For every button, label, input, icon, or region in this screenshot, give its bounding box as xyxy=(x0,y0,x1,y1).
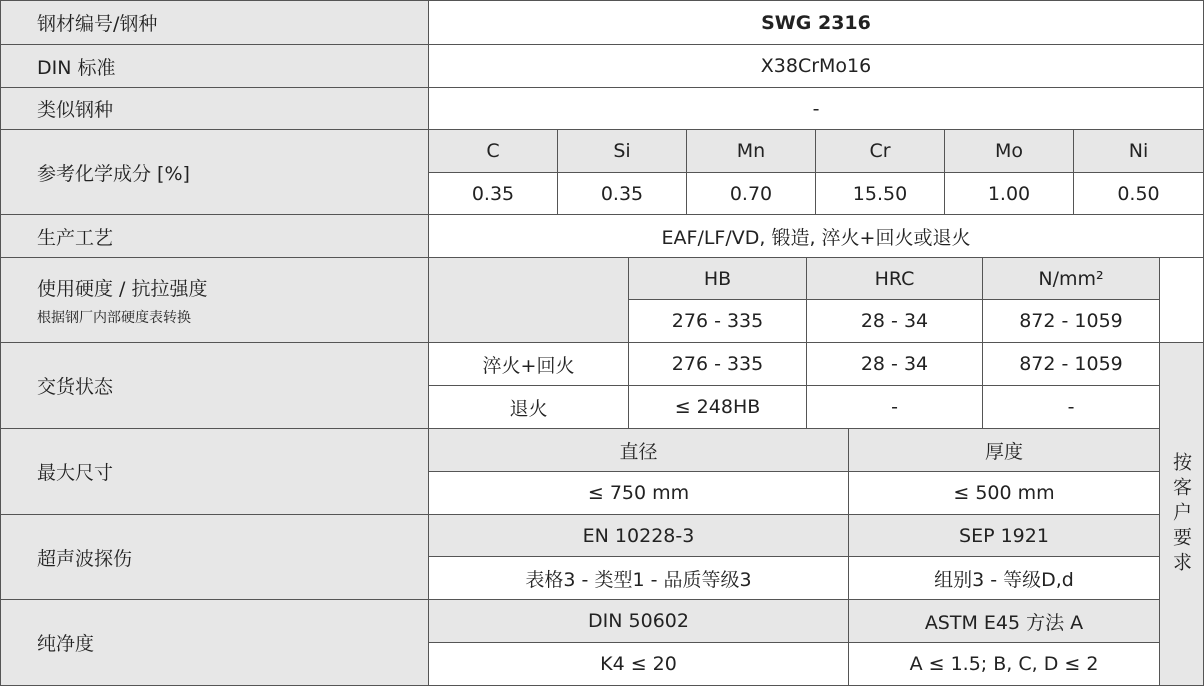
cleanliness-header: ASTM E45 方法 A xyxy=(848,599,1160,643)
ultrasonic-header: EN 10228-3 xyxy=(428,514,849,557)
grade-label: 钢材编号/钢种 xyxy=(0,0,429,45)
delivery-label: 交货状态 xyxy=(0,342,429,429)
element-value: 1.00 xyxy=(944,172,1074,215)
size-value: ≤ 500 mm xyxy=(848,471,1160,515)
delivery-value: - xyxy=(982,385,1160,429)
size-value: ≤ 750 mm xyxy=(428,471,849,515)
chemistry-label: 参考化学成分 [%] xyxy=(0,129,429,215)
hardness-label-main: 使用硬度 / 抗拉强度 xyxy=(37,277,208,300)
din-label: DIN 标准 xyxy=(0,44,429,88)
hardness-label xyxy=(0,257,429,343)
delivery-value: 872 - 1059 xyxy=(982,342,1160,386)
delivery-state: 淬火+回火 xyxy=(428,342,629,386)
element-header: Mo xyxy=(944,129,1074,173)
similar-label: 类似钢种 xyxy=(0,87,429,130)
hardness-value: 28 - 34 xyxy=(806,299,983,343)
din-value: X38CrMo16 xyxy=(428,44,1204,88)
process-value: EAF/LF/VD, 锻造, 淬火+回火或退火 xyxy=(428,214,1204,258)
element-value: 0.50 xyxy=(1073,172,1204,215)
hardness-value: 276 - 335 xyxy=(628,299,807,343)
delivery-value: ≤ 248HB xyxy=(628,385,807,429)
ultrasonic-value: 表格3 - 类型1 - 品质等级3 xyxy=(428,556,849,600)
similar-value: - xyxy=(428,87,1204,130)
ultrasonic-header: SEP 1921 xyxy=(848,514,1160,557)
hardness-header: HB xyxy=(628,257,807,300)
hardness-header: N/mm² xyxy=(982,257,1160,300)
size-header: 直径 xyxy=(428,428,849,472)
delivery-value: 276 - 335 xyxy=(628,342,807,386)
ultrasonic-value: 组别3 - 等级D,d xyxy=(848,556,1160,600)
grade-value: SWG 2316 xyxy=(428,0,1204,45)
hardness-value: 872 - 1059 xyxy=(982,299,1160,343)
element-header: C xyxy=(428,129,558,173)
process-label: 生产工艺 xyxy=(0,214,429,258)
element-header: Si xyxy=(557,129,687,173)
hardness-blank xyxy=(428,257,629,343)
element-value: 0.35 xyxy=(428,172,558,215)
ultrasonic-label: 超声波探伤 xyxy=(0,514,429,600)
delivery-state: 退火 xyxy=(428,385,629,429)
hardness-label-sub: 根据钢厂内部硬度表转换 xyxy=(37,309,191,326)
hardness-right-blank xyxy=(1159,257,1204,343)
cleanliness-value: K4 ≤ 20 xyxy=(428,642,849,686)
cleanliness-label: 纯净度 xyxy=(0,599,429,686)
hardness-header: HRC xyxy=(806,257,983,300)
element-header: Mn xyxy=(686,129,816,173)
cleanliness-value: A ≤ 1.5; B, C, D ≤ 2 xyxy=(848,642,1160,686)
customer-request-note: 按客户要求 xyxy=(1159,342,1204,686)
element-header: Ni xyxy=(1073,129,1204,173)
element-value: 15.50 xyxy=(815,172,945,215)
element-value: 0.35 xyxy=(557,172,687,215)
size-header: 厚度 xyxy=(848,428,1160,472)
cleanliness-header: DIN 50602 xyxy=(428,599,849,643)
delivery-value: 28 - 34 xyxy=(806,342,983,386)
size-label: 最大尺寸 xyxy=(0,428,429,515)
element-value: 0.70 xyxy=(686,172,816,215)
delivery-value: - xyxy=(806,385,983,429)
element-header: Cr xyxy=(815,129,945,173)
